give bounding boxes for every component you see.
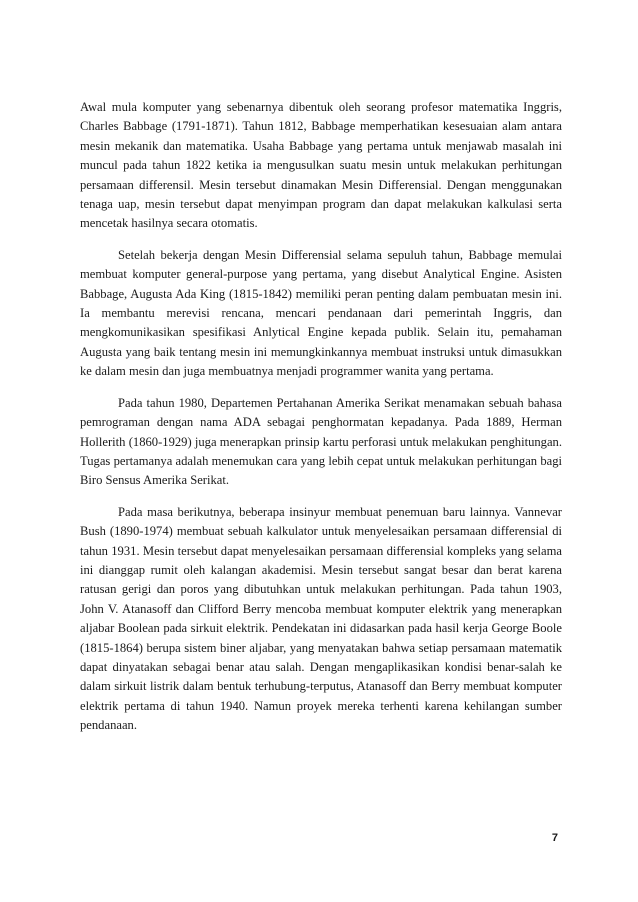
paragraph-2: Setelah bekerja dengan Mesin Differensial selama sepuluh tahun, Babbage memulai membuat komputer general-purpose yang pertama, yang disebut Analytical Engine. Asisten Babbage, Augusta Ada King (1815-1842) memiliki peran penting dalam pembuatan mesin ini. Ia membantu merevisi rencana, mencari pendanaan dari pemerintah Inggris, dan mengkomunikasikan spesifikasi Anlytical Engine kepada publik. Selain itu, pemahaman Augusta yang baik tentang mesin ini memungkinkannya membuat instruksi untuk dimasukkan ke dalam mesin dan juga membuatnya menjadi programmer wanita yang pertama. [80, 247, 562, 379]
paragraph-3: Pada tahun 1980, Departemen Pertahanan Amerika Serikat menamakan sebuah bahasa pemrograman dengan nama ADA sebagai penghormatan kepadanya. Pada 1889, Herman Hollerith (1860-1929) juga menerapkan prinsip kartu perforasi untuk melakukan penghitungan. Tugas pertamanya adalah menemukan cara yang lebih cepat untuk melakukan perhitungan bagi Biro Sensus Amerika Serikat. [80, 395, 562, 488]
paragraph-4: Pada masa berikutnya, beberapa insinyur membuat penemuan baru lainnya. Vannevar Bush (1890-1974) membuat sebuah kalkulator untuk menyelesaikan persamaan differensial di tahun 1931. Mesin tersebut dapat menyelesaikan persamaan differensial kompleks yang selama ini dianggap rumit oleh kalangan akademisi. Mesin tersebut sangat besar dan berat karena ratusan gerigi dan poros yang dibutuhkan untuk melakukan perhitungan. Pada tahun 1903, John V. Atanasoff dan Clifford Berry mencoba membuat komputer elektrik yang menerapkan aljabar Boolean pada sirkuit elektrik. Pendekatan ini didasarkan pada hasil kerja George Boole (1815-1864) berupa sistem biner aljabar, yang menyatakan bahwa setiap persamaan matematik dapat dinyatakan sebagai benar atau salah. Dengan mengaplikasikan kondisi benar-salah ke dalam sirkuit listrik dalam bentuk terhubung-terputus, Atanasoff dan Berry membuat komputer elektrik pertama di tahun 1940. Namun proyek mereka terhenti karena kehilangan sumber pendanaan. [80, 504, 562, 733]
body-text [80, 98, 562, 748]
page-number: 7 [551, 832, 558, 844]
paragraph-1: Awal mula komputer yang sebenarnya dibentuk oleh seorang profesor matematika Inggris, Charles Babbage (1791-1871). Tahun 1812, Babbage memperhatikan kesesuaian alam antara mesin mekanik dan matematika. Usaha Babbage yang pertama untuk menjawab masalah ini muncul pada tahun 1822 ketika ia mengusulkan suatu mesin untuk melakukan perhitungan persamaan differensil. Mesin tersebut dinamakan Mesin Differensial. Dengan menggunakan tenaga uap, mesin tersebut dapat menyimpan program dan dapat melakukan kalkulasi serta mencetak hasilnya secara otomatis. [80, 100, 562, 231]
